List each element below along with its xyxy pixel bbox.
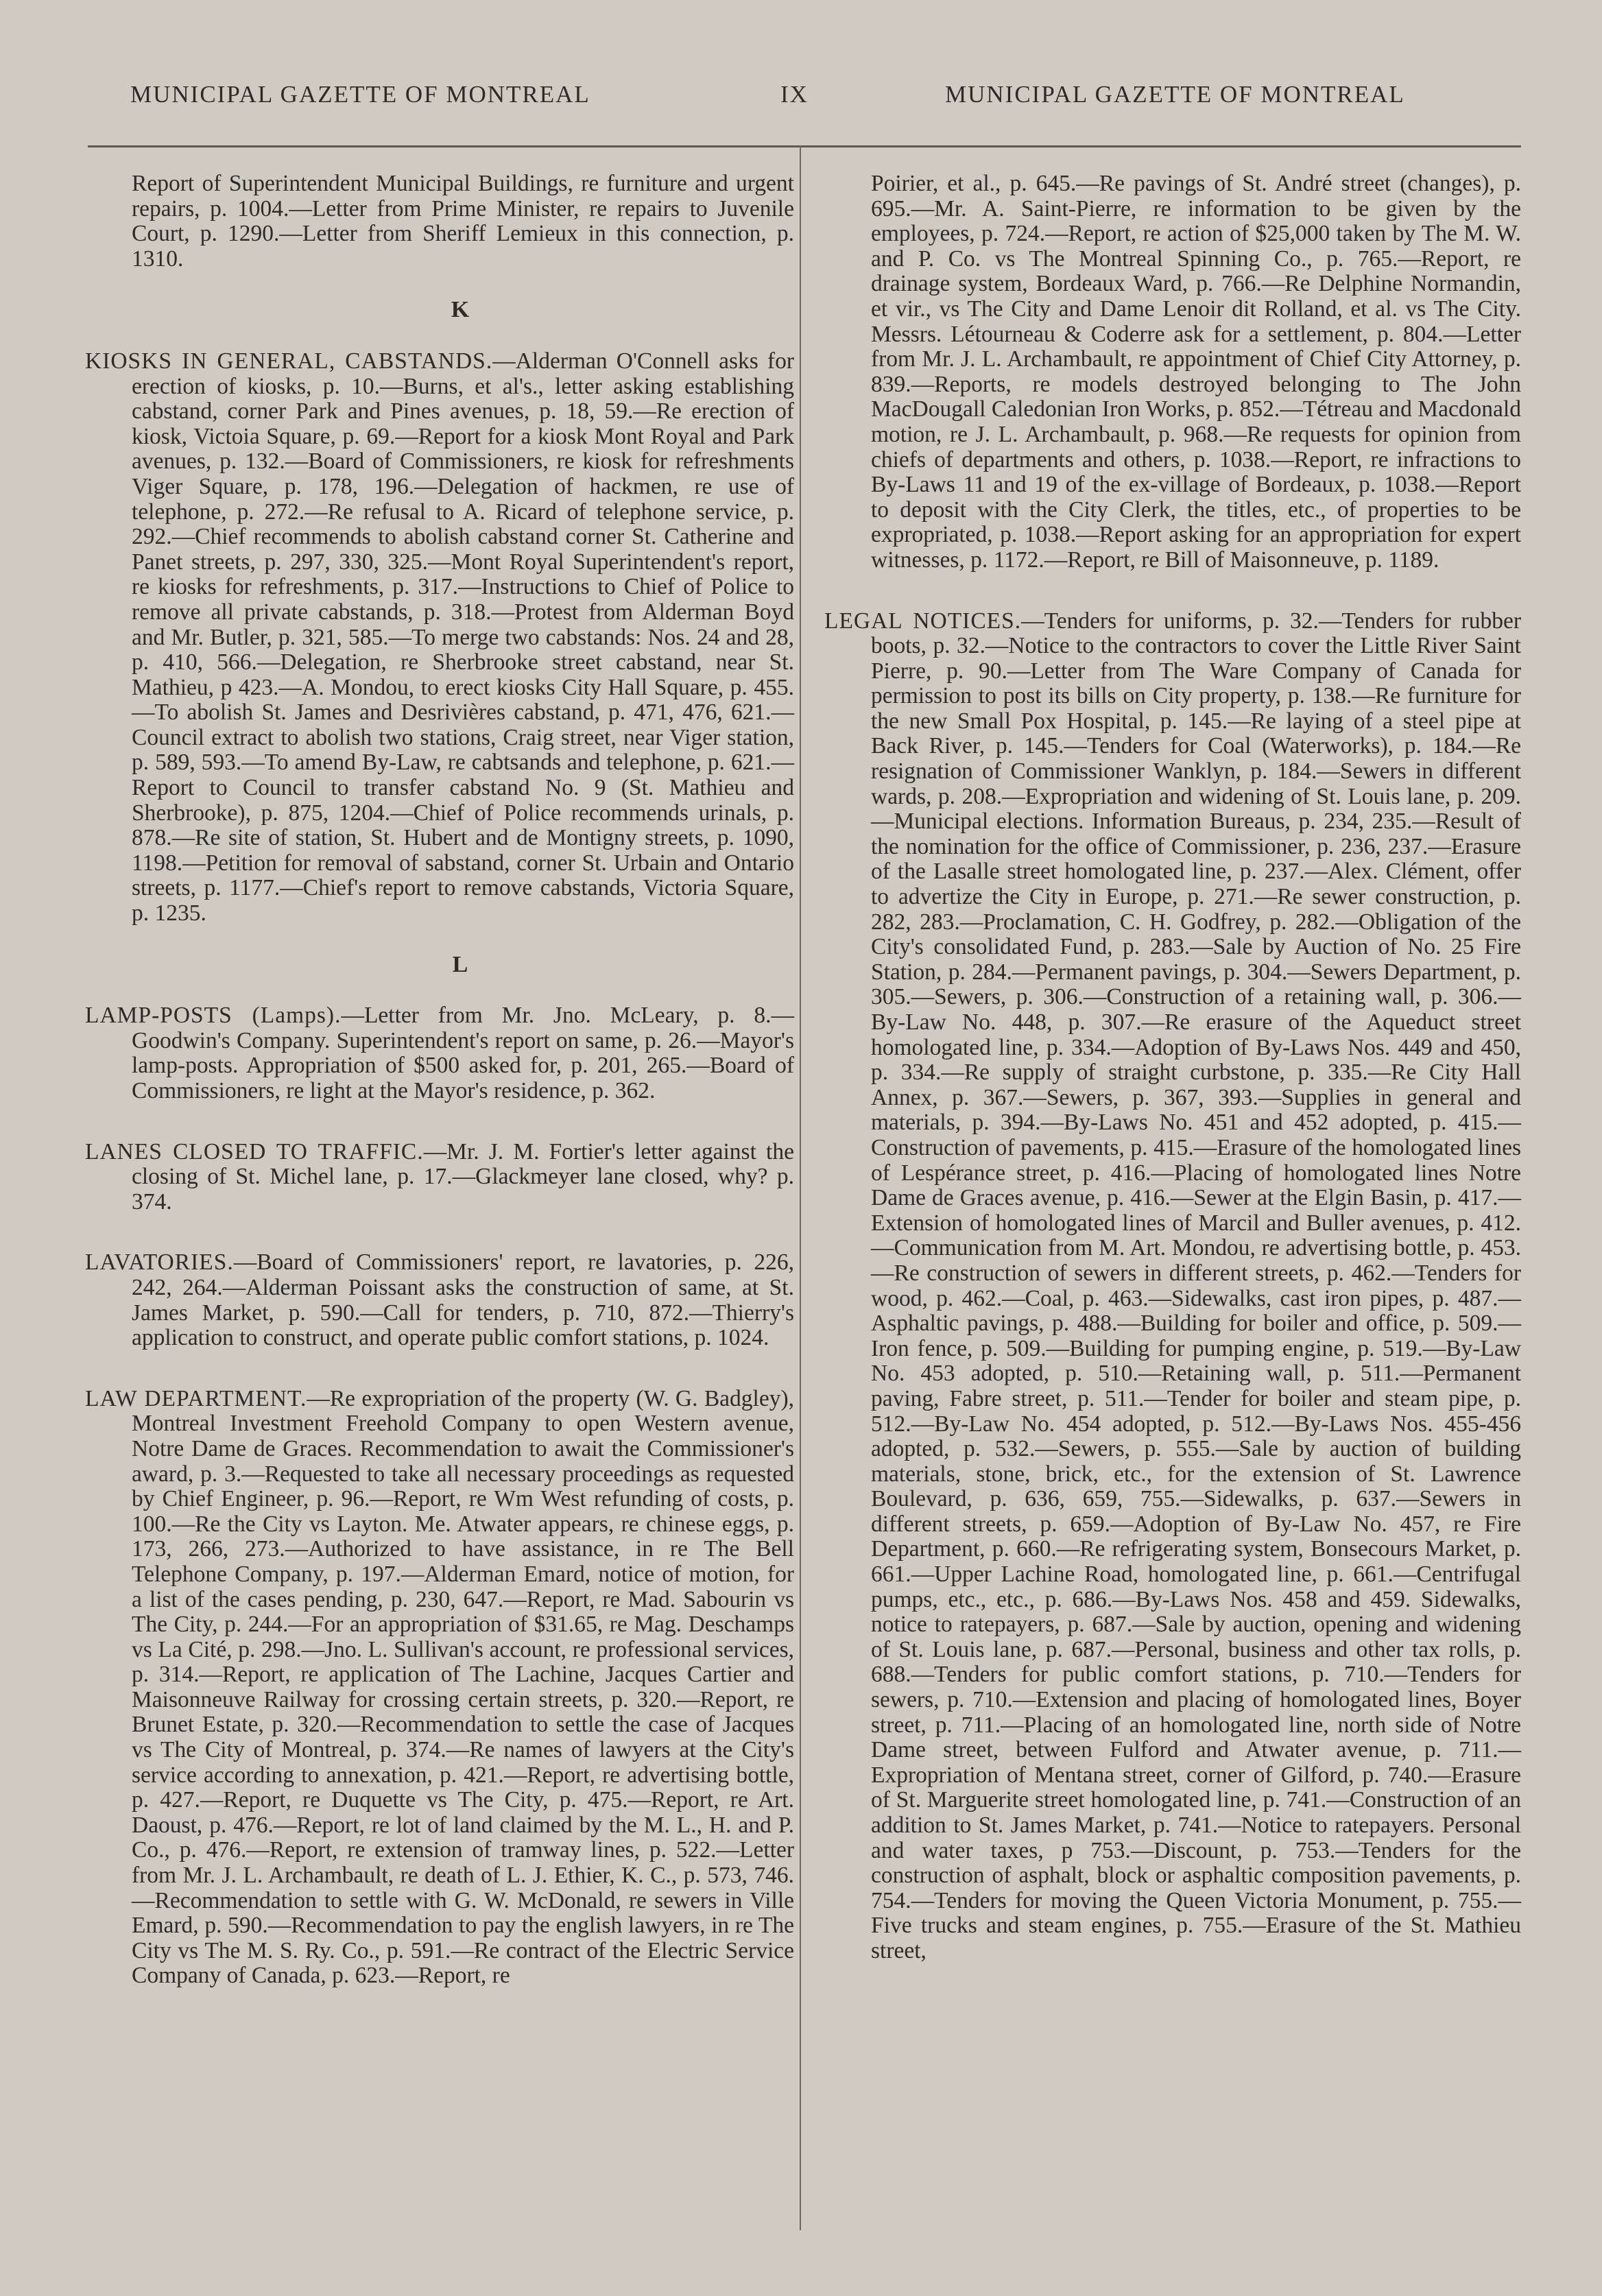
page-number: IX (780, 81, 809, 108)
entry-body: —Letter from Mr. Jno. McLeary, p. 8.—Goodwin's Company. Superintendent's report on same, p. 26.—Mayor's lamp-posts. Appropriation of $500 asked for, p. 201, 265.—Board of Commissioners, re light at the Mayor's residence, p. 362. (132, 1003, 794, 1103)
index-entry-lamp-posts (85, 1003, 794, 1103)
entry-body: —Alderman O'Connell asks for erection of kiosks, p. 10.—Burns, et al's., letter asking establishing cabstand, corner Park and Pines avenues, p. 18, 59.—Re erection of kiosk, Victoia Square, p. 69.—Report for a kiosk Mont Royal and Park avenues, p. 132.—Board of Commissioners, re kiosk for refreshments Viger Square, p. 178, 196.—Delegation of hackmen, re use of telephone, p. 272.—Re refusal to A. Ricard of telephone service, p. 292.—Chief recommends to abolish cabstand corner St. Catherine and Panet streets, p. 297, 330, 325.—Mont Royal Superintendent's report, re kiosks for refreshments, p. 317.—Instructions to Chief of Police to remove all private cabstands, p. 318.—Protest from Alderman Boyd and Mr. Butler, p. 321, 585.—To merge two cabstands: Nos. 24 and 28, p. 410, 566.—Delegation, re Sherbrooke street cabstand, near St. Mathieu, p 423.—A. Mondou, to erect kiosks City Hall Square, p. 455.—To abolish St. James and Desrivières cabstand, p. 471, 476, 621.—Council extract to abolish two stations, Craig street, near Viger station, p. 589, 593.—To amend By-Law, re cabtsands and telephone, p. 621.—Report to Council to transfer cabstand No. 9 (St. Mathieu and Sherbrooke), p. 875, 1204.—Chief of Police recommends urinals, p. 878.—Re site of station, St. Hubert and de Montigny streets, p. 1090, 1198.—Petition for removal of sabstand, corner St. Urbain and Ontario streets, p. 1177.—Chief's report to remove cabstands, Victoria Square, p. 1235. (132, 348, 794, 926)
index-entry-law-department (85, 1387, 794, 1989)
running-header-right: MUNICIPAL GAZETTE OF MONTREAL (945, 81, 1405, 108)
entry-body: —Board of Commissioners' report, re lavatories, p. 226, 242, 264.—Alderman Poissant asks the construction of same, at St. James Market, p. 590.—Call for tenders, p. 710, 872.—Thierry's application to construct, and operate public comfort stations, p. 1024. (132, 1249, 794, 1351)
section-letter-l: L (452, 951, 468, 977)
header-rule (88, 145, 1521, 147)
entry-heading: LAW DEPARTMENT. (85, 1385, 307, 1411)
entry-body: —Mr. J. M. Fortier's letter against the closing of St. Michel lane, p. 17.—Glackmeyer lane closed, why? p. 374. (132, 1138, 794, 1215)
entry-body: —Re expropriation of the property (W. G. Badgley), Montreal Investment Freehold Company to open Western avenue, Notre Dame de Graces. Recommendation to await the Commissioner's award, p. 3.—Requested to take all necessary proceedings as requested by Chief Engineer, p. 96.—Report, re Wm West refunding of costs, p. 100.—Re the City vs Layton. Me. Atwater appears, re chinese eggs, p. 173, 266, 273.—Authorized to have assistance, in re The Bell Telephone Company, p. 197.—Alderman Emard, notice of motion, for a list of the cases pending, p. 230, 647.—Report, re Mad. Sabourin vs The City, p. 244.—For an appropriation of $31.65, re Mag. Deschamps vs La Cité, p. 298.—Jno. L. Sullivan's account, re professional services, p. 314.—Report, re application of The Lachine, Jacques Cartier and Maisonneuve Railway for crossing certain streets, p. 320.—Report, re Brunet Estate, p. 320.—Recommendation to settle the case of Jacques vs The City of Montreal, p. 374.—Re names of lawyers at the City's service according to annexation, p. 421.—Report, re advertising bottle, p. 427.—Report, re Duquette vs The City, p. 475.—Report, re Art. Daoust, p. 476.—Report, re lot of land claimed by the M. L., H. and P. Co., p. 476.—Report, re extension of tramway lines, p. 522.—Letter from Mr. J. L. Archambault, re death of L. J. Ethier, K. C., p. 573, 746.—Recommendation to settle with G. W. McDonald, re sewers in Ville Emard, p. 590.—Recommendation to pay the english lawyers, in re The City vs The M. S. Ry. Co., p. 591.—Re contract of the Electric Service Company of Canada, p. 623.—Report, re (132, 1385, 794, 1989)
index-entry-legal-notices (824, 609, 1521, 1964)
entry-heading: LAVATORIES. (85, 1249, 234, 1276)
column-divider (800, 145, 801, 2230)
left-column (85, 171, 794, 1989)
index-entry-lavatories (85, 1250, 794, 1350)
entry-heading: KIOSKS IN GENERAL, CABSTANDS. (85, 348, 493, 374)
entry-heading: LAMP-POSTS (Lamps). (85, 1003, 342, 1029)
entry-body: —Tenders for uniforms, p. 32.—Tenders for rubber boots, p. 32.—Notice to the contractors to cover the Little River Saint Pierre, p. 90.—Letter from The Ware Company of Canada for permission to post its bills on City property, p. 138.—Re furniture for the new Small Pox Hospital, p. 145.—Re laying of a steel pipe at Back River, p. 145.—Tenders for Coal (Waterworks), p. 184.—Re resignation of Commissioner Wanklyn, p. 184.—Sewers in different wards, p. 208.—Expropriation and widening of St. Louis lane, p. 209.—Municipal elections. Information Bureaus, p. 234, 235.—Result of the nomination for the office of Commissioner, p. 236, 237.—Erasure of the Lasalle street homologated line, p. 237.—Alex. Clément, offer to advertize the City in Europe, p. 271.—Re sewer construction, p. 282, 283.—Proclamation, C. H. Godfrey, p. 282.—Obligation of the City's consolidated Fund, p. 283.—Sale by Auction of No. 25 Fire Station, p. 284.—Permanent pavings, p. 304.—Sewers Department, p. 305.—Sewers, p. 306.—Construction of a retaining wall, p. 306.—By-Law No. 448, p. 307.—Re erasure of the Aqueduct street homologated line, p. 334.—Adoption of By-Laws Nos. 449 and 450, p. 334.—Re supply of straight curbstone, p. 335.—Re City Hall Annex, p. 367.—Sewers, p. 367, 393.—Supplies in general and materials, p. 394.—By-Laws No. 451 and 452 adopted, p. 415.—Construction of pavements, p. 415.—Erasure of the homologated lines of Lespérance street, p. 416.—Placing of homologated lines Notre Dame de Graces avenue, p. 416.—Sewer at the Elgin Basin, p. 417.—Extension of homologated lines of Marcil and Buller avenues, p. 412.—Communication from M. Art. Mondou, re advertising bottle, p. 453.—Re construction of sewers in different streets, p. 462.—Tenders for wood, p. 462.—Coal, p. 463.—Sidewalks, cast iron pipes, p. 487.—Asphaltic pavings, p. 488.—Building for boiler and office, p. 509.—Iron fence, p. 509.—Building for pumping engine, p. 519.—By-Law No. 453 adopted, p. 510.—Retaining wall, p. 511.—Permanent paving, Fabre street, p. 511.—Tender for boiler and steam pipe, p. 512.—By-Law No. 454 adopted, p. 512.—By-Laws Nos. 455-456 adopted, p. 532.—Sewers, p. 555.—Sale by auction of building materials, stone, brick, etc., for the extension of St. Lawrence Boulevard, p. 636, 659, 755.—Sidewalks, p. 637.—Sewers in different streets, p. 659.—Adoption of By-Law No. 457, re Fire Department, p. 660.—Re refrigerating system, Bonsecours Market, p. 661.—Upper Lachine Road, homologated line, p. 661.—Centrifugal pumps, etc., etc., p. 686.—By-Laws Nos. 458 and 459. Sidewalks, notice to ratepayers, p. 687.—Sale by auction, opening and widening of St. Louis lane, p. 687.—Personal, business and other tax rolls, p. 688.—Tenders for public comfort stations, p. 710.—Tenders for sewers, p. 710.—Extension and placing of homologated lines, Boyer street, p. 711.—Placing of an homologated line, north side of Notre Dame street, between Fulford and Atwater avenue, p. 711.—Expropriation of Mentana street, corner of Gilford, p. 740.—Erasure of St. Marguerite street homologated line, p. 741.—Construction of an addition to St. James Market, p. 741.—Notice to ratepayers. Personal and water taxes, p 753.—Discount, p. 753.—Tenders for the construction of asphalt, block or asphaltic composition pavements, p. 754.—Tenders for moving the Queen Victoria Monument, p. 755.—Five trucks and steam engines, p. 755.—Erasure of the St. Mathieu street, (871, 608, 1521, 1963)
index-entry-lanes (85, 1140, 794, 1215)
entry-heading: LEGAL NOTICES. (824, 608, 1022, 634)
index-entry-kiosks (85, 349, 794, 926)
entry-heading: LANES CLOSED TO TRAFFIC. (85, 1138, 424, 1164)
running-header-left: MUNICIPAL GAZETTE OF MONTREAL (130, 81, 590, 108)
continued-entry-law-department: Poirier, et al., p. 645.—Re pavings of St. André street (changes), p. 695.—Mr. A. Saint-Pierre, re information to be given by the employees, p. 724.—Report, re action of $25,000 taken by The M. W. and P. Co. vs The Montreal Spinning Co., p. 765.—Report, re drainage system, Bordeaux Ward, p. 766.—Re Delphine Normandin, et vir., vs The City and Dame Lenoir dit Rolland, et al. vs The City. Messrs. Létourneau & Coderre ask for a settlement, p. 804.—Letter from Mr. J. L. Archambault, re appointment of Chief City Attorney, p. 839.—Reports, re models destroyed belonging to The John MacDougall Caledonian Iron Works, p. 852.—Tétreau and Macdonald motion, re J. L. Archambault, p. 968.—Re requests for opinion from chiefs of departments and others, p. 1038.—Report, re infractions to By-Laws 11 and 19 of the ex-village of Bordeaux, p. 1038.—Report to deposit with the City Clerk, the titles, etc., of properties to be expropriated, p. 1038.—Report asking for an appropriation for expert witnesses, p. 1172.—Report, re Bill of Maisonneuve, p. 1189. (871, 171, 1521, 573)
right-column (824, 171, 1521, 1964)
section-letter-k: K (451, 297, 470, 323)
continued-entry: Report of Superintendent Municipal Buildings, re furniture and urgent repairs, p. 1004.—Letter from Prime Minister, re repairs to Juvenile Court, p. 1290.—Letter from Sheriff Lemieux in this connection, p. 1310. (132, 171, 794, 272)
